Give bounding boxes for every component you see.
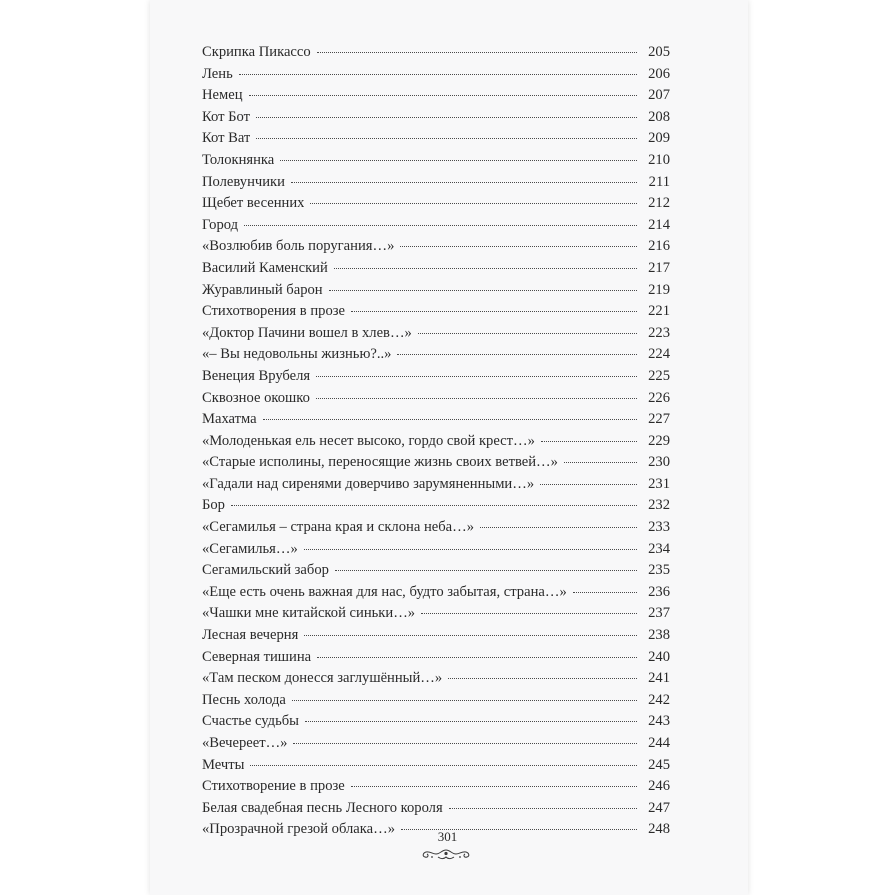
toc-entry-title: Лесная вечерня: [202, 627, 299, 644]
toc-entry: [202, 66, 670, 88]
toc-entry-title: Немец: [202, 87, 243, 104]
toc-entry-page: 232: [648, 497, 670, 514]
dot-leader: [329, 289, 637, 291]
toc-entry: [202, 44, 670, 66]
dot-leader: [249, 94, 637, 96]
toc-entry-title: «Вечереет…»: [202, 735, 288, 751]
toc-entry: [202, 627, 670, 649]
dot-leader: [256, 116, 637, 118]
toc-entry-page: 226: [648, 389, 670, 406]
toc-entry-page: 241: [648, 670, 670, 687]
toc-entry: [202, 346, 670, 368]
toc-entry-page: 245: [648, 756, 670, 773]
toc-entry-title: «Возлюбив боль поругания…»: [202, 238, 395, 255]
toc-entry-page: 244: [648, 735, 670, 751]
toc-entry-page: 211: [648, 173, 670, 190]
toc-entry-page: 219: [648, 281, 670, 298]
toc-entry: [202, 260, 670, 282]
toc-entry: [202, 368, 670, 390]
toc-entry: [202, 238, 670, 260]
dot-leader: [448, 677, 637, 679]
toc-entry-title: Сквозное окошко: [202, 389, 310, 406]
toc-entry: [202, 411, 670, 433]
toc-entry-page: 243: [648, 713, 670, 730]
toc-entry: [202, 109, 670, 131]
toc-entry-page: 214: [648, 216, 670, 233]
toc-entry: [202, 584, 670, 606]
toc-entry-title: Василий Каменский: [202, 259, 328, 276]
toc-entry-page: 236: [648, 583, 670, 600]
toc-entry-title: «Гадали над сиренями доверчиво зарумяненными…»: [202, 475, 535, 492]
dot-leader: [397, 353, 637, 355]
dot-leader: [231, 504, 637, 506]
toc-entry-title: «Сегамилья…»: [202, 540, 298, 557]
toc-entry-page: 234: [648, 540, 670, 557]
toc-entry-title: «Старые исполины, переносящие жизнь своих ветвей…»: [202, 454, 558, 471]
toc-entry-page: 223: [648, 324, 670, 341]
dot-leader: [256, 137, 637, 139]
table-of-contents: [202, 44, 670, 843]
toc-entry-title: Стихотворения в прозе: [202, 303, 345, 320]
toc-entry: [202, 454, 670, 476]
toc-entry-title: «Прозрачной грезой облака…»: [202, 821, 396, 838]
toc-entry-page: 212: [648, 195, 670, 212]
dot-leader: [317, 656, 637, 658]
dot-leader: [418, 332, 637, 334]
dot-leader: [310, 202, 637, 204]
dot-leader: [304, 634, 637, 636]
toc-entry-page: 240: [648, 648, 670, 665]
toc-entry-title: Скрипка Пикассо: [202, 44, 311, 60]
toc-entry: [202, 757, 670, 779]
dot-leader: [351, 785, 637, 787]
toc-entry-title: Махатма: [202, 411, 257, 428]
toc-entry: [202, 562, 670, 584]
toc-entry: [202, 541, 670, 563]
toc-entry-page: 237: [648, 605, 670, 622]
toc-entry-page: 205: [648, 44, 670, 60]
toc-entry-title: «Чашки мне китайской синьки…»: [202, 605, 416, 622]
toc-entry: [202, 735, 670, 757]
toc-entry-title: Мечты: [202, 756, 245, 773]
toc-entry-title: Толокнянка: [202, 151, 275, 168]
dot-leader: [239, 73, 637, 75]
toc-entry-page: 209: [648, 130, 670, 147]
toc-entry: [202, 282, 670, 304]
toc-entry-title: «Доктор Пачини вошел в хлев…»: [202, 324, 412, 341]
toc-entry: [202, 713, 670, 735]
dot-leader: [351, 310, 637, 312]
toc-entry-page: 233: [648, 519, 670, 536]
dot-leader: [316, 375, 637, 377]
toc-entry-page: 217: [648, 259, 670, 276]
toc-entry-title: «Сегамилья – страна края и склона неба…»: [202, 519, 475, 536]
toc-entry-title: «– Вы недовольны жизнью?..»: [202, 346, 392, 363]
toc-entry: [202, 605, 670, 627]
toc-entry-title: Венеция Врубеля: [202, 367, 311, 384]
toc-entry: [202, 152, 670, 174]
toc-entry-page: 225: [648, 367, 670, 384]
toc-entry: [202, 692, 670, 714]
dot-leader: [400, 245, 637, 247]
toc-entry-page: 229: [648, 432, 670, 449]
dot-leader: [573, 591, 637, 593]
toc-entry: [202, 87, 670, 109]
toc-entry-title: Стихотворение в прозе: [202, 778, 345, 795]
toc-entry: [202, 433, 670, 455]
dot-leader: [280, 159, 637, 161]
dot-leader: [421, 612, 637, 614]
toc-entry-title: Белая свадебная песнь Лесного короля: [202, 799, 443, 816]
toc-entry-page: 207: [648, 87, 670, 104]
dot-leader: [304, 548, 637, 550]
toc-entry: [202, 325, 670, 347]
dot-leader: [305, 720, 637, 722]
dot-leader: [480, 526, 637, 528]
toc-entry-title: Щебет весенних: [202, 195, 305, 212]
toc-entry-page: 238: [648, 627, 670, 644]
dot-leader: [335, 569, 637, 571]
toc-entry: [202, 195, 670, 217]
dot-leader: [541, 440, 637, 442]
dot-leader: [263, 418, 637, 420]
toc-entry-page: 210: [648, 151, 670, 168]
toc-entry-page: 206: [648, 65, 670, 82]
toc-entry-title: Полевунчики: [202, 173, 285, 190]
toc-entry: [202, 476, 670, 498]
toc-entry-title: «Там песком донесся заглушённый…»: [202, 670, 443, 687]
dot-leader: [334, 267, 637, 269]
dot-leader: [317, 51, 637, 53]
toc-entry: [202, 778, 670, 800]
toc-entry-page: 224: [648, 346, 670, 363]
dot-leader: [316, 397, 637, 399]
dot-leader: [244, 224, 637, 226]
toc-entry-title: «Еще есть очень важная для нас, будто забытая, страна…»: [202, 583, 567, 600]
toc-entry-page: 235: [648, 562, 670, 579]
toc-entry-page: 230: [648, 454, 670, 471]
toc-entry-page: 246: [648, 778, 670, 795]
toc-entry: [202, 174, 670, 196]
toc-entry-page: 248: [648, 821, 670, 838]
toc-entry: [202, 497, 670, 519]
dot-leader: [250, 764, 637, 766]
toc-entry: [202, 303, 670, 325]
toc-entry-title: Кот Ват: [202, 130, 251, 147]
toc-entry-page: 247: [648, 799, 670, 816]
toc-entry-title: Журавлиный барон: [202, 281, 323, 298]
toc-entry-title: Песнь холода: [202, 691, 286, 708]
toc-entry-title: Счастье судьбы: [202, 713, 299, 730]
dot-leader: [292, 699, 637, 701]
toc-entry: [202, 519, 670, 541]
page-number: 301: [437, 829, 458, 844]
toc-entry-page: 231: [648, 475, 670, 492]
toc-entry-title: Бор: [202, 497, 225, 514]
toc-entry-page: 216: [648, 238, 670, 255]
toc-entry-title: Город: [202, 216, 239, 233]
toc-entry-title: Лень: [202, 65, 233, 82]
toc-entry-title: Сегамильский забор: [202, 562, 329, 579]
dot-leader: [293, 742, 637, 744]
toc-entry: [202, 130, 670, 152]
toc-entry-title: Северная тишина: [202, 648, 312, 665]
toc-entry: [202, 217, 670, 239]
toc-entry-title: «Молоденькая ель несет высоко, гордо свой крест…»: [202, 432, 535, 449]
toc-entry: [202, 390, 670, 412]
toc-entry-page: 208: [648, 108, 670, 125]
dot-leader: [449, 807, 637, 809]
toc-entry-page: 242: [648, 691, 670, 708]
dot-leader: [564, 461, 637, 463]
toc-entry-title: Кот Бот: [202, 108, 250, 125]
toc-entry: [202, 800, 670, 822]
toc-entry-page: 221: [648, 303, 670, 320]
toc-entry: [202, 670, 670, 692]
decorative-flourish-icon: [420, 847, 472, 861]
toc-entry-page: 227: [648, 411, 670, 428]
dot-leader: [291, 181, 637, 183]
dot-leader: [540, 483, 637, 485]
toc-entry: [202, 649, 670, 671]
